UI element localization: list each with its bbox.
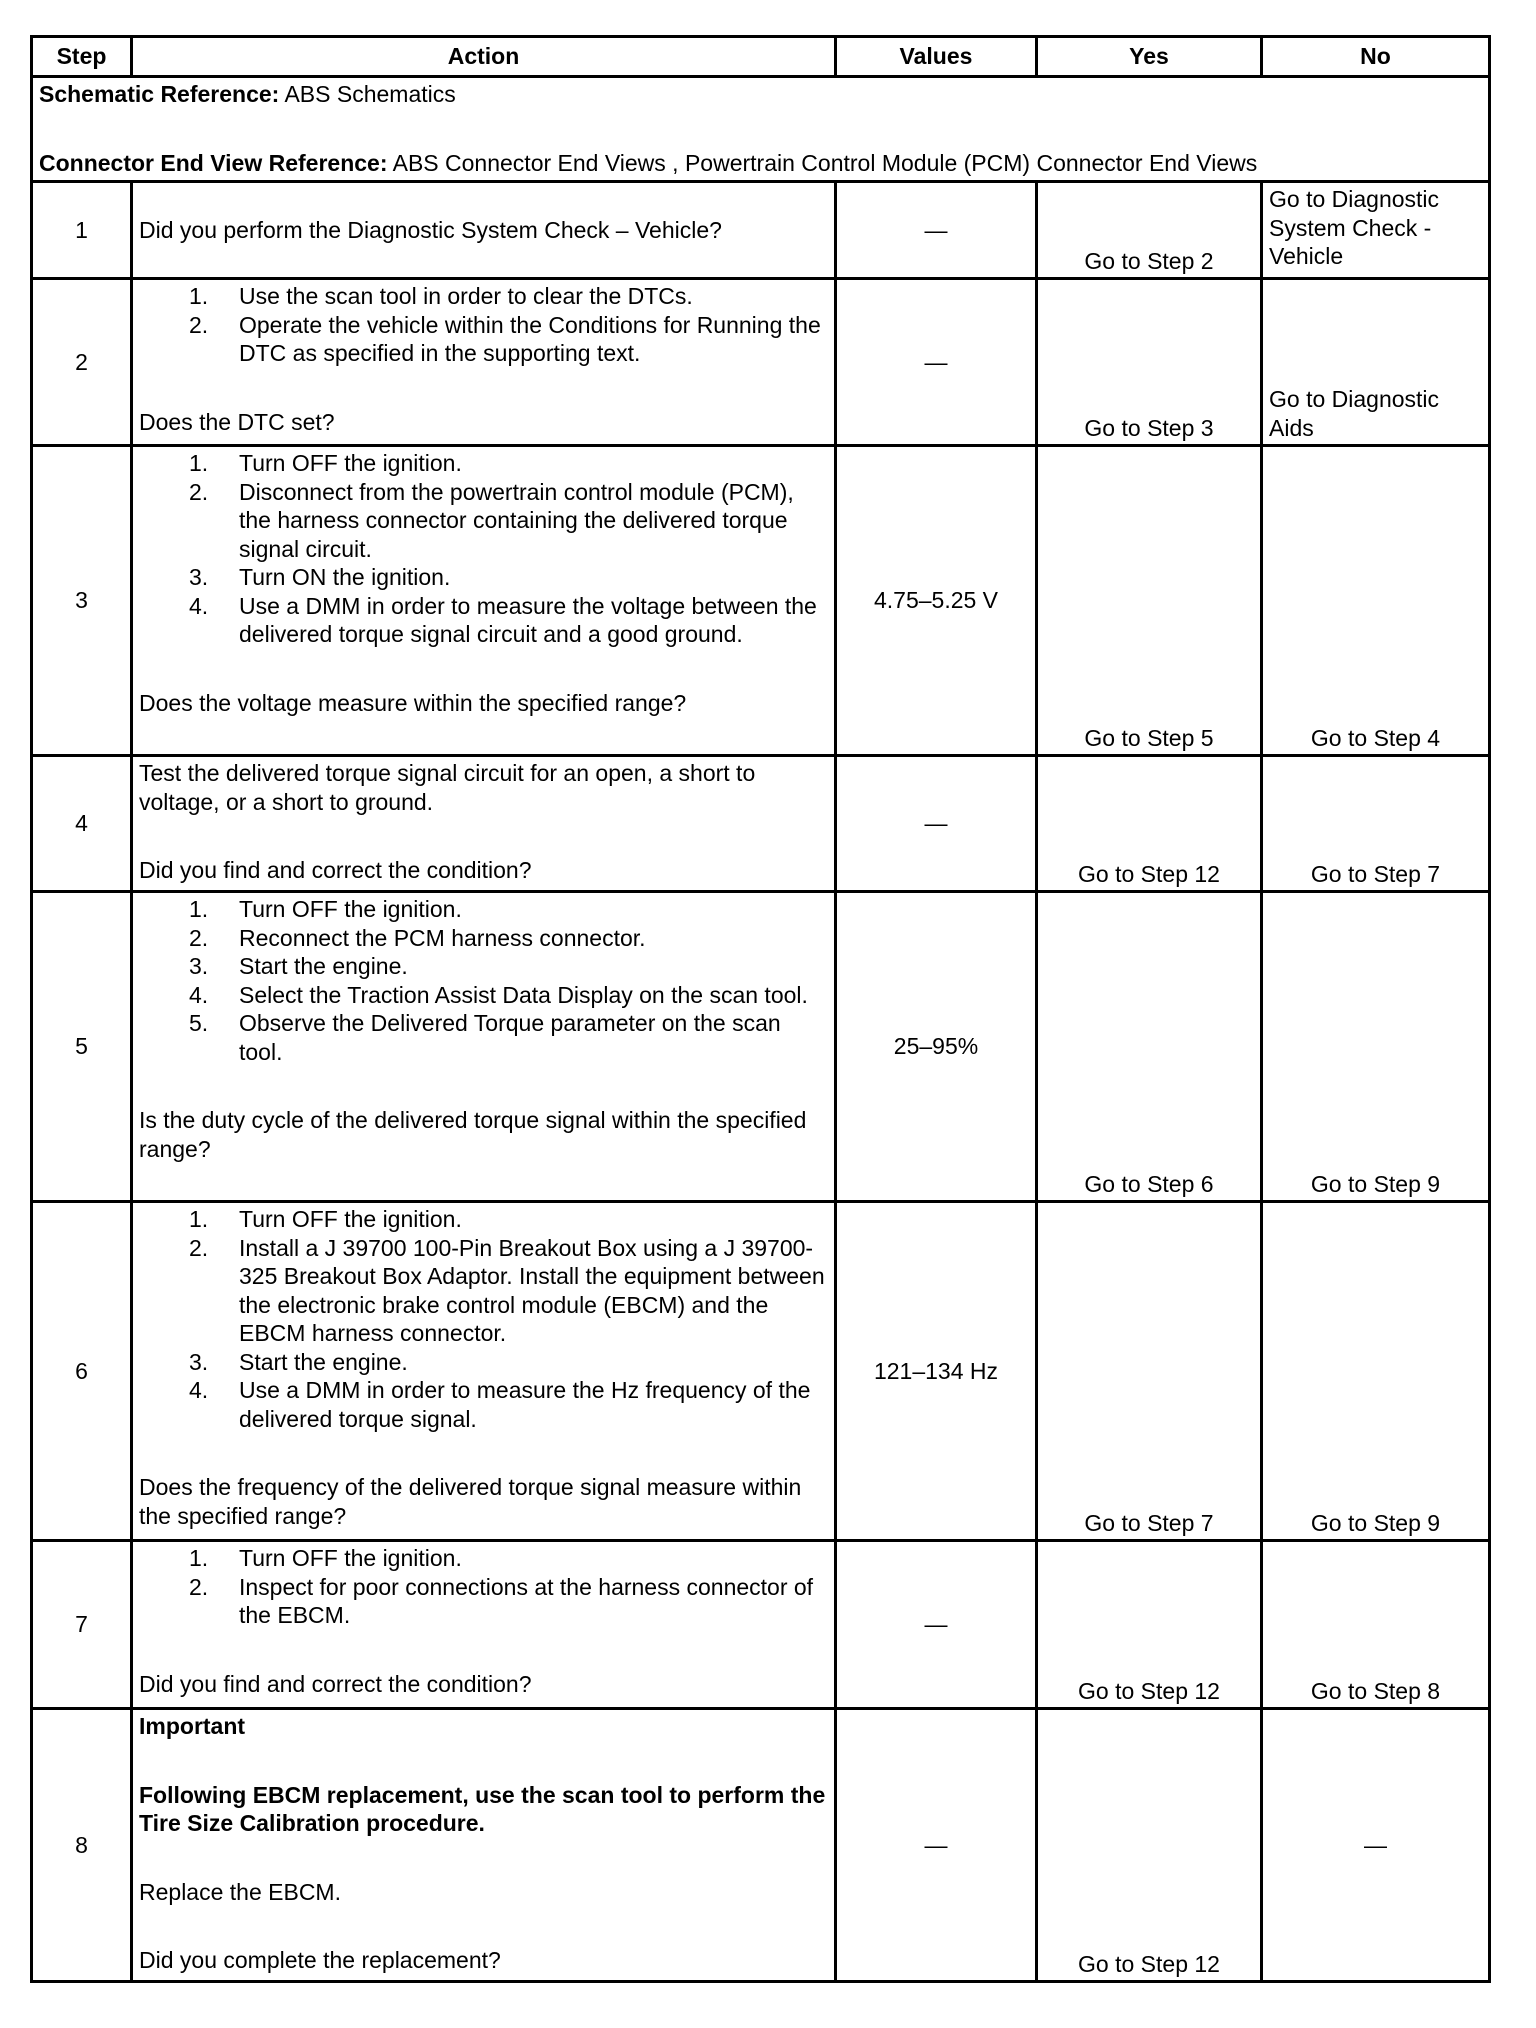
- no-cell[interactable]: Go to Step 9: [1262, 1202, 1490, 1541]
- table-row: [32, 1202, 1490, 1541]
- values-cell: 25–95%: [836, 892, 1037, 1202]
- action-question: Does the frequency of the delivered torque signal measure within the specified range?: [139, 1474, 802, 1529]
- values-cell: —: [836, 1541, 1037, 1709]
- action-cell: [132, 1541, 836, 1709]
- list-item: 5. Observe the Delivered Torque parameter on the scan tool.: [189, 1010, 781, 1065]
- action-instruction: Replace the EBCM.: [139, 1878, 341, 1905]
- table-row: [32, 446, 1490, 756]
- action-question: Did you find and correct the condition?: [139, 1670, 532, 1697]
- values-cell: —: [836, 279, 1037, 446]
- step-number: 3: [32, 446, 132, 756]
- connector-reference-label: Connector End View Reference:: [39, 149, 388, 176]
- list-item: 2. Operate the vehicle within the Conditions for Running the DTC as specified in the supporting text.: [189, 311, 821, 366]
- action-intro: Test the delivered torque signal circuit for an open, a short to voltage, or a short to ground.: [139, 760, 756, 815]
- schematic-reference: [39, 80, 1482, 109]
- step-number: 6: [32, 1202, 132, 1541]
- table-row: [32, 182, 1490, 279]
- yes-cell[interactable]: Go to Step 12: [1037, 1541, 1262, 1709]
- diagnostic-table: [30, 35, 1491, 1983]
- action-question: Did you complete the replacement?: [139, 1947, 501, 1973]
- action-question: Does the DTC set?: [139, 408, 335, 435]
- no-cell[interactable]: Go to Diagnostic Aids: [1262, 279, 1490, 446]
- table-row: [32, 892, 1490, 1202]
- action-cell: [132, 182, 836, 279]
- list-item: 2. Disconnect from the powertrain control module (PCM), the harness connector containing the delivered torque signal circuit.: [189, 478, 794, 562]
- no-cell: —: [1262, 1709, 1490, 1982]
- list-item: 2. Inspect for poor connections at the harness connector of the EBCM.: [189, 1573, 814, 1628]
- action-cell: [132, 756, 836, 892]
- values-cell: 121–134 Hz: [836, 1202, 1037, 1541]
- connector-reference: [39, 149, 1482, 178]
- action-cell: [132, 1709, 836, 1982]
- no-cell[interactable]: Go to Step 4: [1262, 446, 1490, 756]
- header-row: [32, 37, 1490, 77]
- yes-cell[interactable]: Go to Step 3: [1037, 279, 1262, 446]
- reference-row: [32, 77, 1490, 182]
- action-question: Did you find and correct the condition?: [139, 857, 532, 883]
- values-cell: 4.75–5.25 V: [836, 446, 1037, 756]
- step-number: 5: [32, 892, 132, 1202]
- step-number: 1: [32, 182, 132, 279]
- yes-cell[interactable]: Go to Step 12: [1037, 1709, 1262, 1982]
- list-item: 1. Turn OFF the ignition.: [189, 1206, 462, 1232]
- yes-cell[interactable]: Go to Step 2: [1037, 182, 1262, 279]
- action-steps: [139, 282, 828, 368]
- reference-cell: [32, 77, 1490, 182]
- action-question: Did you perform the Diagnostic System Check – Vehicle?: [139, 216, 722, 243]
- table-row: [32, 1709, 1490, 1982]
- step-number: 2: [32, 279, 132, 446]
- header-no: No: [1262, 37, 1490, 77]
- action-steps: [139, 449, 828, 649]
- schematic-reference-label: Schematic Reference:: [39, 81, 280, 107]
- important-title: Important: [139, 1713, 246, 1739]
- table-row: [32, 756, 1490, 892]
- list-item: 1. Turn OFF the ignition.: [189, 1545, 462, 1571]
- table-row: [32, 1541, 1490, 1709]
- no-cell[interactable]: Go to Step 8: [1262, 1541, 1490, 1709]
- action-cell: [132, 1202, 836, 1541]
- no-cell[interactable]: Go to Step 9: [1262, 892, 1490, 1202]
- list-item: 4. Select the Traction Assist Data Display on the scan tool.: [189, 981, 808, 1008]
- list-item: 3. Turn ON the ignition.: [189, 564, 451, 590]
- action-cell: [132, 892, 836, 1202]
- list-item: 4. Use a DMM in order to measure the voltage between the delivered torque signal circuit and a good ground.: [189, 592, 817, 647]
- header-action: Action: [132, 37, 836, 77]
- action-steps: [139, 895, 828, 1066]
- yes-cell[interactable]: Go to Step 12: [1037, 756, 1262, 892]
- action-cell: [132, 279, 836, 446]
- action-cell: [132, 446, 836, 756]
- action-steps: [139, 1205, 828, 1433]
- step-number: 4: [32, 756, 132, 892]
- list-item: 2. Reconnect the PCM harness connector.: [189, 924, 646, 951]
- list-item: 1. Turn OFF the ignition.: [189, 450, 462, 476]
- table-row: [32, 279, 1490, 446]
- values-cell: —: [836, 756, 1037, 892]
- list-item: 2. Install a J 39700 100-Pin Breakout Box using a J 39700-325 Breakout Box Adaptor. Install the equipment between the electronic brake control module (EBCM) and the EBCM harness connector.: [189, 1234, 825, 1346]
- list-item: 1. Use the scan tool in order to clear the DTCs.: [189, 283, 693, 309]
- connector-reference-link[interactable]: ABS Connector End Views , Powertrain Control Module (PCM) Connector End Views: [387, 149, 1258, 176]
- action-question: Is the duty cycle of the delivered torque signal within the specified range?: [139, 1107, 807, 1162]
- yes-cell[interactable]: Go to Step 5: [1037, 446, 1262, 756]
- list-item: 3. Start the engine.: [189, 953, 408, 979]
- header-values: Values: [836, 37, 1037, 77]
- list-item: 3. Start the engine.: [189, 1348, 408, 1375]
- no-cell[interactable]: Go to Step 7: [1262, 756, 1490, 892]
- no-cell[interactable]: Go to Diagnostic System Check - Vehicle: [1262, 182, 1490, 279]
- header-step: Step: [32, 37, 132, 77]
- header-yes: Yes: [1037, 37, 1262, 77]
- yes-cell[interactable]: Go to Step 7: [1037, 1202, 1262, 1541]
- values-cell: —: [836, 1709, 1037, 1982]
- yes-cell[interactable]: Go to Step 6: [1037, 892, 1262, 1202]
- values-cell: —: [836, 182, 1037, 279]
- step-number: 7: [32, 1541, 132, 1709]
- list-item: 4. Use a DMM in order to measure the Hz frequency of the delivered torque signal.: [189, 1377, 811, 1432]
- important-text: Following EBCM replacement, use the scan tool to perform the Tire Size Calibration procedure.: [139, 1781, 826, 1836]
- action-steps: [139, 1544, 828, 1630]
- list-item: 1. Turn OFF the ignition.: [189, 896, 462, 922]
- step-number: 8: [32, 1709, 132, 1982]
- action-question: Does the voltage measure within the specified range?: [139, 689, 687, 716]
- schematic-reference-link[interactable]: ABS Schematics: [279, 81, 456, 107]
